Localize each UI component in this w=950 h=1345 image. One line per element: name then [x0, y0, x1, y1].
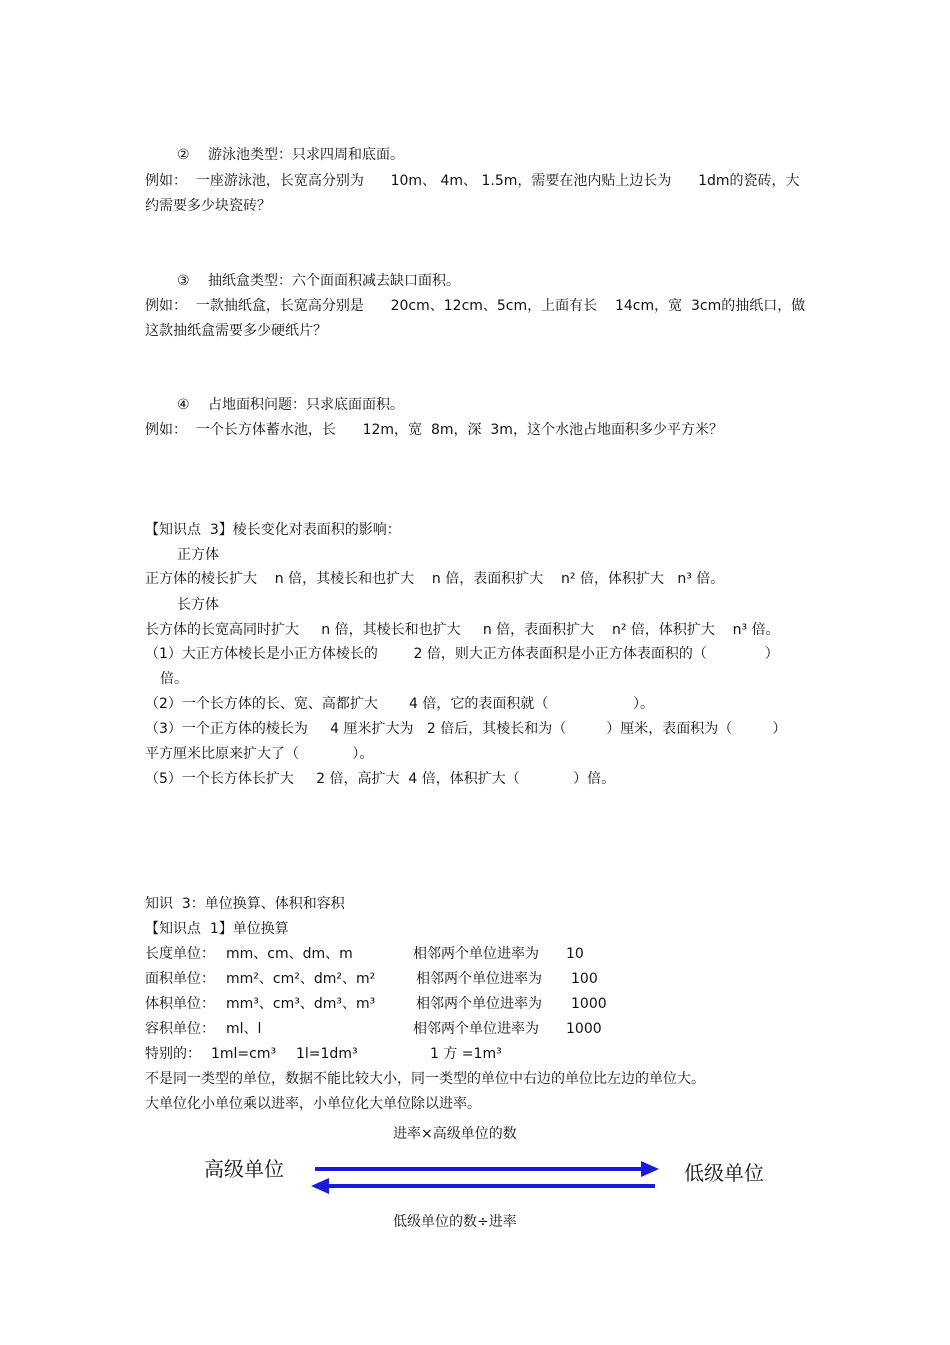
cuboid-rule: 长方体的长宽高同时扩大 n 倍，其棱长和也扩大 n 倍，表面积扩大 n² 倍，体积扩大 n³ 倍。: [145, 622, 780, 638]
question-3-line2: 平方厘米比原来扩大了（ ）。: [145, 746, 374, 762]
knowledge-3-heading: 【知识点 3】棱长变化对表面积的影响：: [145, 522, 401, 538]
cuboid-label: 长方体: [177, 597, 219, 613]
example-3-line1: 例如： 一款抽纸盒，长宽高分别是 20cm、12cm、5cm，上面有长 14cm，宽 3cm的抽纸口，做: [145, 298, 806, 314]
example-2-line1: 例如： 一座游泳池，长宽高分别为 10m、 4m、 1.5m，需要在池内贴上边长为 1dm的瓷砖，大: [145, 173, 800, 189]
question-5: （5）一个长方体长扩大 2 倍，高扩大 4 倍，体积扩大（ ）倍。: [145, 771, 616, 787]
right-arrow: [315, 1161, 659, 1177]
question-1-line1: （1）大正方体棱长是小正方体棱长的 2 倍，则大正方体表面积是小正方体表面积的（ ）: [145, 646, 779, 662]
low-unit-label: 低级单位: [684, 1161, 764, 1185]
conversion-arrows: [305, 1158, 670, 1196]
type-4-heading: ④ 占地面积问题：只求底面面积。: [177, 397, 405, 413]
type-2-heading: ② 游泳池类型：只求四周和底面。: [177, 147, 405, 163]
example-3-line2: 这款抽纸盒需要多少硬纸片？: [145, 323, 327, 339]
left-arrow: [311, 1178, 655, 1194]
cube-label: 正方体: [177, 547, 219, 563]
knowledge-section-title: 知识 3：单位换算、体积和容积: [145, 896, 345, 912]
arrow-top-label: 进率×高级单位的数: [393, 1126, 517, 1142]
high-unit-label: 高级单位: [204, 1157, 284, 1181]
question-3-line1: （3）一个正方体的棱长为 4 厘米扩大为 2 倍后，其棱长和为（ ）厘米，表面积为（ ）: [145, 721, 787, 737]
note-conversion: 大单位化小单位乘以进率，小单位化大单位除以进率。: [145, 1096, 481, 1112]
cube-rule: 正方体的棱长扩大 n 倍，其棱长和也扩大 n 倍，表面积扩大 n² 倍，体积扩大 n³ 倍。: [145, 571, 725, 587]
type-3-heading: ③ 抽纸盒类型：六个面面积减去缺口面积。: [177, 273, 460, 289]
example-2-line2: 约需要多少块瓷砖？: [145, 198, 271, 214]
unit-conversion-heading: 【知识点 1】单位换算: [145, 921, 289, 937]
example-4-line1: 例如： 一个长方体蓄水池，长 12m，宽 8m，深 3m，这个水池占地面积多少平方米？: [145, 422, 723, 438]
question-1-line2: 倍。: [160, 671, 188, 687]
note-compare: 不是同一类型的单位，数据不能比较大小，同一类型的单位中右边的单位比左边的单位大。: [145, 1071, 705, 1087]
question-2: （2）一个长方体的长、宽、高都扩大 4 倍，它的表面积就（ ）。: [145, 696, 654, 712]
arrow-bottom-label: 低级单位的数÷进率: [393, 1214, 517, 1230]
